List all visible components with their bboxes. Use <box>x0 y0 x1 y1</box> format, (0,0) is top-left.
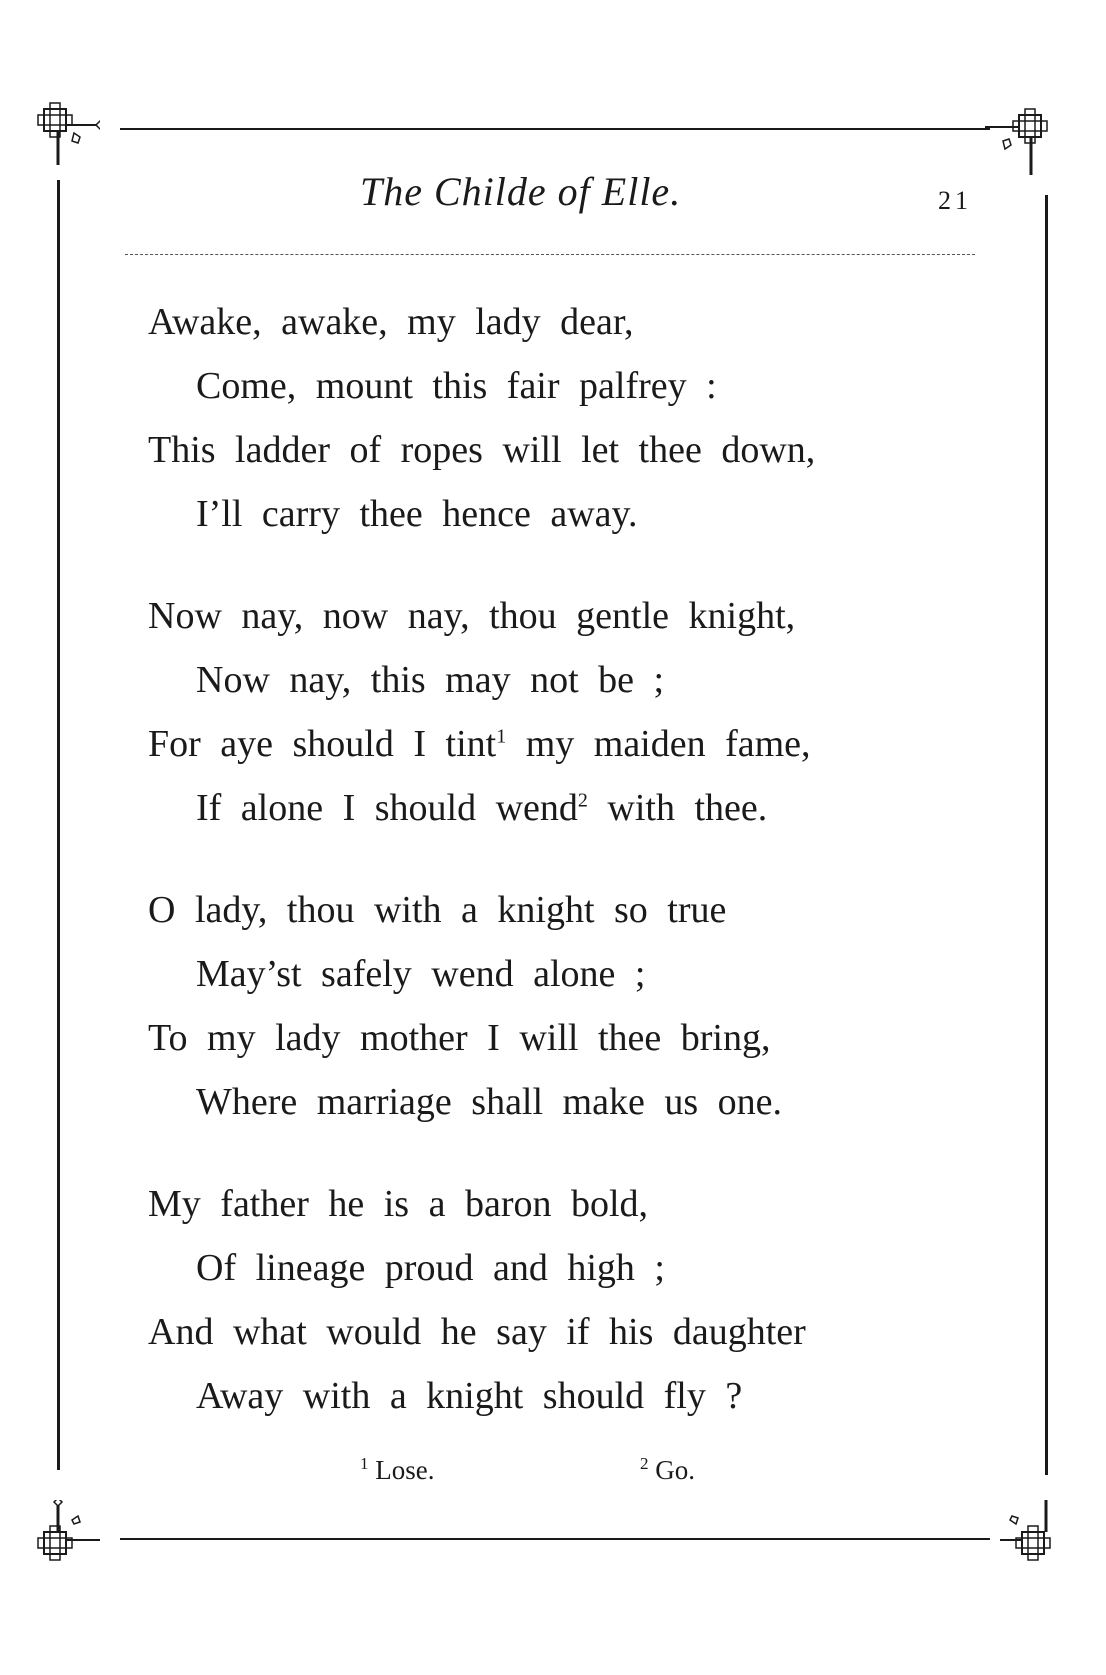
stanza <box>148 878 968 1134</box>
corner-ornament-icon <box>1000 1500 1070 1570</box>
footnote-text: Lose. <box>375 1455 435 1485</box>
corner-ornament-icon <box>30 95 100 165</box>
stanza <box>148 1172 968 1428</box>
footnote-mark: 2 <box>640 1454 649 1473</box>
verse-line: May’st safely wend alone ; <box>196 953 646 995</box>
verse-line: To my lady mother I will thee bring, <box>148 1017 771 1059</box>
footnote-mark: 1 <box>360 1454 369 1473</box>
verse-line: My father he is a baron bold, <box>148 1183 649 1225</box>
verse-text: For aye should I tint <box>148 723 497 765</box>
header-rule <box>125 254 975 255</box>
corner-ornament-icon <box>30 1500 100 1570</box>
verse-line: Now nay, this may not be ; <box>196 659 665 701</box>
verse-line: Where marriage shall make us one. <box>196 1081 782 1123</box>
verse-line: I’ll carry thee hence away. <box>196 493 638 535</box>
verse-line: Awake, awake, my lady dear, <box>148 301 634 343</box>
border-left-rule <box>57 180 60 1470</box>
page-number: 21 <box>938 186 972 215</box>
border-right-rule <box>1045 195 1048 1475</box>
verse-line <box>148 776 968 840</box>
running-title: The Childe of Elle. <box>360 169 682 214</box>
verse-line: And what would he say if his daughter <box>148 1311 806 1353</box>
border-top-rule <box>120 128 990 130</box>
verse-text: with thee. <box>587 787 768 829</box>
footnote-text: Go. <box>655 1455 695 1485</box>
corner-ornament-icon <box>985 105 1055 175</box>
verse-line <box>148 712 968 776</box>
verse-line: O lady, thou with a knight so true <box>148 889 727 931</box>
verse-line: Come, mount this fair palfrey : <box>196 365 717 407</box>
verse-line: Now nay, now nay, thou gentle knight, <box>148 595 796 637</box>
footnote <box>640 1455 695 1486</box>
poem-body <box>148 290 968 1466</box>
verse-text: my maiden fame, <box>506 723 811 765</box>
verse-text: If alone I should wend <box>196 787 578 829</box>
footnote-reference: 1 <box>496 725 507 748</box>
stanza <box>148 290 968 546</box>
border-bottom-rule <box>120 1538 990 1540</box>
footnote-reference: 2 <box>577 789 588 812</box>
verse-line: Away with a knight should fly ? <box>196 1375 743 1417</box>
footnote <box>360 1455 434 1486</box>
stanza <box>148 584 968 840</box>
verse-line: Of lineage proud and high ; <box>196 1247 665 1289</box>
verse-line: This ladder of ropes will let thee down, <box>148 429 816 471</box>
